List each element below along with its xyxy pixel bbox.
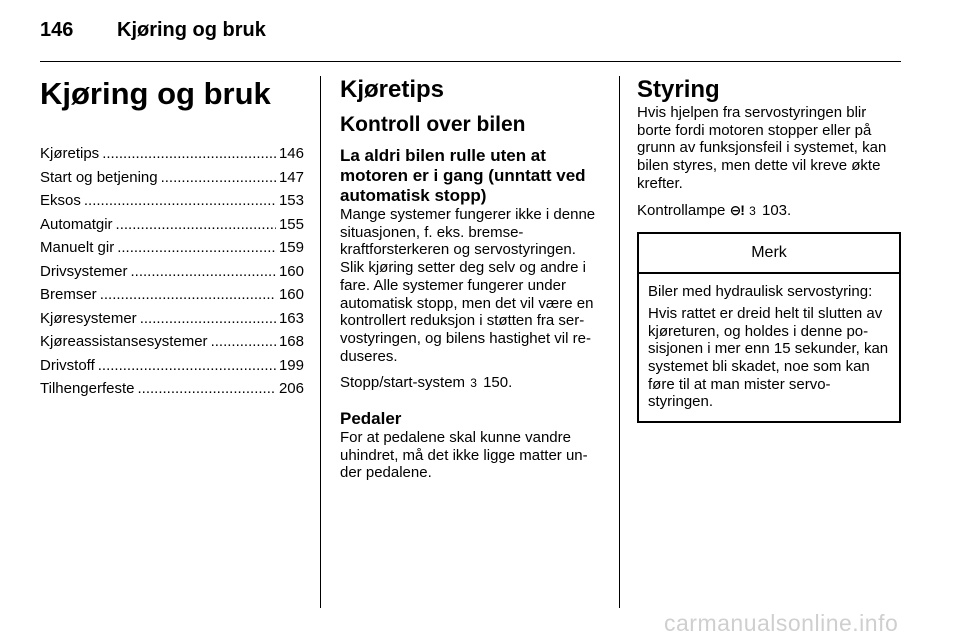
note-body: [639, 274, 899, 421]
toc-column: [40, 62, 304, 401]
pedals-text: For at pedalene skal kunne vandre uhindret, må det ikke ligge matter un-der pedalene.: [340, 429, 588, 482]
toc-leader-dots: [161, 166, 276, 190]
toc-entry-page: 159: [278, 239, 304, 256]
toc-entry-title: Start og betjening: [40, 168, 158, 186]
page-reference-icon: 3: [470, 376, 477, 391]
toc-entry-title: Manuelt gir: [40, 239, 115, 256]
toc-entry[interactable]: [40, 142, 304, 166]
toc-entry[interactable]: [40, 377, 304, 401]
toc-entry[interactable]: [40, 307, 304, 331]
driving-tips-column: [340, 62, 604, 482]
toc-entry[interactable]: [40, 330, 304, 354]
toc-entry-page: 155: [278, 215, 304, 233]
toc-entry-page: 160: [278, 262, 304, 280]
toc-entry-title: Kjøretips: [40, 145, 100, 162]
stop-start-label: Stopp/start-system: [340, 374, 466, 392]
toc-entry-title: Drivstoff: [40, 356, 95, 374]
note-box: [637, 232, 901, 423]
toc-leader-dots: [102, 142, 276, 166]
control-lamp-reference: [637, 202, 901, 221]
toc-entry-page: 153: [278, 192, 304, 209]
chapter-title: Kjøring og bruk: [40, 76, 271, 111]
page-number: 146: [40, 19, 74, 41]
pedals-heading: Pedaler: [340, 409, 402, 429]
toc-leader-dots: [116, 213, 276, 237]
toc-entry[interactable]: [40, 283, 304, 307]
toc-entry-title: Drivsystemer: [40, 262, 128, 280]
toc-entry-page: 147: [278, 168, 304, 186]
toc-list: [40, 142, 304, 401]
toc-entry-page: 206: [278, 380, 304, 397]
toc-entry-page: 160: [278, 286, 304, 303]
column-divider: [619, 76, 620, 608]
power-steering-warning-icon: ⊖!: [729, 201, 744, 218]
toc-leader-dots: [211, 330, 276, 354]
stop-start-reference: [340, 374, 604, 393]
toc-entry[interactable]: [40, 166, 304, 190]
toc-entry-title: Kjøreassistansesystemer: [40, 333, 208, 350]
toc-entry-page: 168: [278, 333, 304, 350]
toc-entry[interactable]: [40, 354, 304, 378]
rolling-heading: La aldri bilen rulle uten at motoren er i gang (unntatt ved automatisk stopp): [340, 146, 586, 205]
toc-leader-dots: [98, 354, 276, 378]
toc-entry-title: Automatgir: [40, 215, 113, 233]
toc-leader-dots: [117, 236, 276, 260]
toc-leader-dots: [140, 307, 276, 331]
control-lamp-page-link[interactable]: 103.: [762, 201, 792, 219]
toc-entry-page: 146: [278, 145, 304, 162]
note-line-2: Hvis rattet er dreid helt til slutten av kjøreturen, og holdes i denne po-sisjonen i mer enn 15 sekunder, kan systemet bli skadet, noe som kan føre til at man mister servo-styringen.: [648, 304, 889, 411]
section-title: Kjøretips: [340, 76, 445, 103]
toc-entry-title: Eksos: [40, 192, 81, 209]
steering-text: Hvis hjelpen fra servostyringen blir borte fordi motoren stopper eller på grunn av funksjonsfeil i systemet, kan bilen styres, men dette vil kreve økte krefter.: [637, 104, 887, 192]
toc-leader-dots: [138, 377, 276, 401]
toc-leader-dots: [100, 283, 276, 307]
toc-entry[interactable]: [40, 213, 304, 237]
column-divider: [320, 76, 321, 608]
toc-leader-dots: [131, 260, 276, 284]
toc-entry-page: 163: [278, 309, 304, 327]
steering-heading: Styring: [637, 76, 720, 103]
toc-leader-dots: [84, 189, 276, 213]
toc-entry-title: Bremser: [40, 286, 97, 303]
rolling-text: Mange systemer fungerer ikke i denne situasjonen, f. eks. bremse-kraftforsterkeren og servostyringen. Slik kjøring setter deg selv og andre i fare. Alle systemer fungerer under automatisk stopp, men det vil være en kontrollert reduksjon i støtten fra ser-vostyringen, og bilens hastighet vil re-duseres.: [340, 206, 596, 365]
running-title: Kjøring og bruk: [117, 19, 266, 41]
watermark: carmanualsonline.info: [664, 610, 899, 636]
note-heading: Merk: [639, 234, 899, 274]
toc-entry-title: Tilhengerfeste: [40, 380, 135, 397]
toc-entry[interactable]: [40, 189, 304, 213]
note-line-1: Biler med hydraulisk servostyring:: [648, 283, 873, 301]
toc-entry[interactable]: [40, 260, 304, 284]
page-reference-icon: 3: [749, 203, 756, 218]
toc-entry-page: 199: [278, 356, 304, 374]
toc-entry[interactable]: [40, 236, 304, 260]
control-lamp-label: Kontrollampe: [637, 201, 726, 219]
steering-column: [637, 62, 901, 423]
section-subtitle: Kontroll over bilen: [340, 113, 526, 136]
toc-entry-title: Kjøresystemer: [40, 309, 137, 327]
stop-start-page-link[interactable]: 150.: [483, 374, 513, 392]
